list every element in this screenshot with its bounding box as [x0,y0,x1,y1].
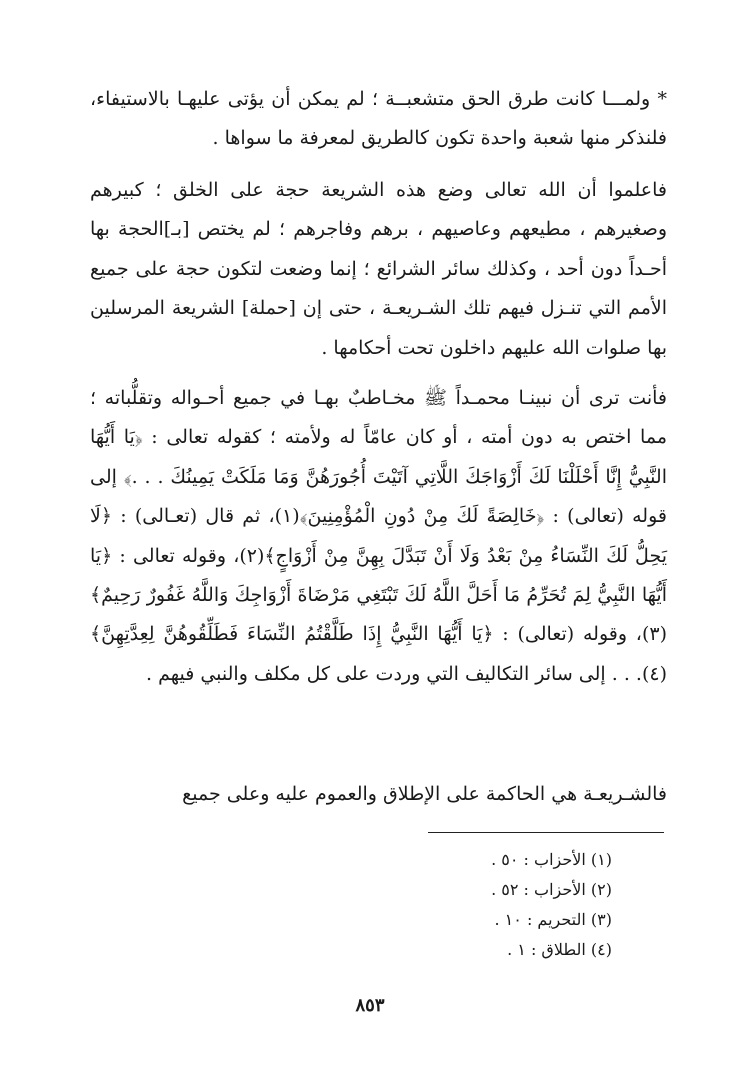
paragraph-sharia-ruling [90,775,667,814]
paragraph-text: فاعلموا أن الله تعالى وضع هذه الشريعة حجة على الخلق ؛ كبيرهم وصغيرهم ، مطيعهم وعاصيهم ، برهم وفاجرهم ؛ لم يختص [بـ]الحجة بها أحـداً دون أحد ، وكذلك سائر الشرائع ؛ إنما وضعت لتكون حجة على جميع الأمم التي تنـزل فيهم تلك الشـريعـة ، حتى إن [حملة] الشريعة المرسلين بها صلوات الله عليهم داخلون تحت أحكامها . [90,179,667,359]
paragraph-text: فالشـريعـة هي الحاكمة على الإطلاق والعموم عليه وعلى جميع [182,783,667,805]
paragraph-prophet-addressed [90,379,667,694]
footnote-4: (٤) الطلاق : ١ . [507,940,612,959]
paragraph-text: * ولمـــا كانت طرق الحق متشعبــة ؛ لم يمكن أن يؤتى عليهـا بالاستيفاء، فلنذكر منها شعبة واحدة تكون كالطريق لمعرفة ما سواها . [90,88,667,150]
footnote-divider [428,832,664,833]
footnotes [300,845,612,965]
paragraph-text: فأنت ترى أن نبينـا محمـداً ﷺ مخـاطبٌ بهـا في جميع أحـواله وتقلُّباته ؛ مما اختص به دون أمته ، أو كان عامّاً له ولأمته ؛ كقوله تعالى : ﴿يَا أَيُّهَا النَّبِيُّ إِنَّا أَحْلَلْنَا لَكَ أَزْوَاجَكَ اللَّاتِي آتَيْتَ أُجُورَهُنَّ وَمَا مَلَكَتْ يَمِينُكَ . . .﴾ إلى قوله (تعالى) : ﴿خَالِصَةً لَكَ مِنْ دُونِ الْمُؤْمِنِينَ﴾(١)، ثم قال (تعـالى) : ﴿لَا يَحِلُّ لَكَ النِّسَاءُ مِنْ بَعْدُ وَلَا أَنْ تَبَدَّلَ بِهِنَّ مِنْ أَزْوَاجٍ﴾(٢)، وقوله تعالى : ﴿يَا أَيُّهَا النَّبِيُّ لِمَ تُحَرِّمُ مَا أَحَلَّ اللَّهُ لَكَ تَبْتَغِي مَرْضَاةَ أَزْوَاجِكَ وَاللَّهُ غَفُورٌ رَحِيمٌ﴾(٣)، وقوله (تعالى) : ﴿يَا أَيُّهَا النَّبِيُّ إِذَا طَلَّقْتُمُ النِّسَاءَ فَطَلِّقُوهُنَّ لِعِدَّتِهِنَّ﴾(٤). . . إلى سائر التكاليف التي وردت على كل مكلف والنبي فيهم . [90,387,668,685]
paragraph-branches-of-truth [90,80,667,159]
footnote-3: (٣) التحريم : ١٠ . [494,910,612,929]
paragraph-sharia-as-proof [90,171,667,368]
page-number: ٨٥٣ [355,995,385,1016]
footnote-1: (١) الأحزاب : ٥٠ . [491,850,612,869]
footnote-2: (٢) الأحزاب : ٥٢ . [491,880,612,899]
